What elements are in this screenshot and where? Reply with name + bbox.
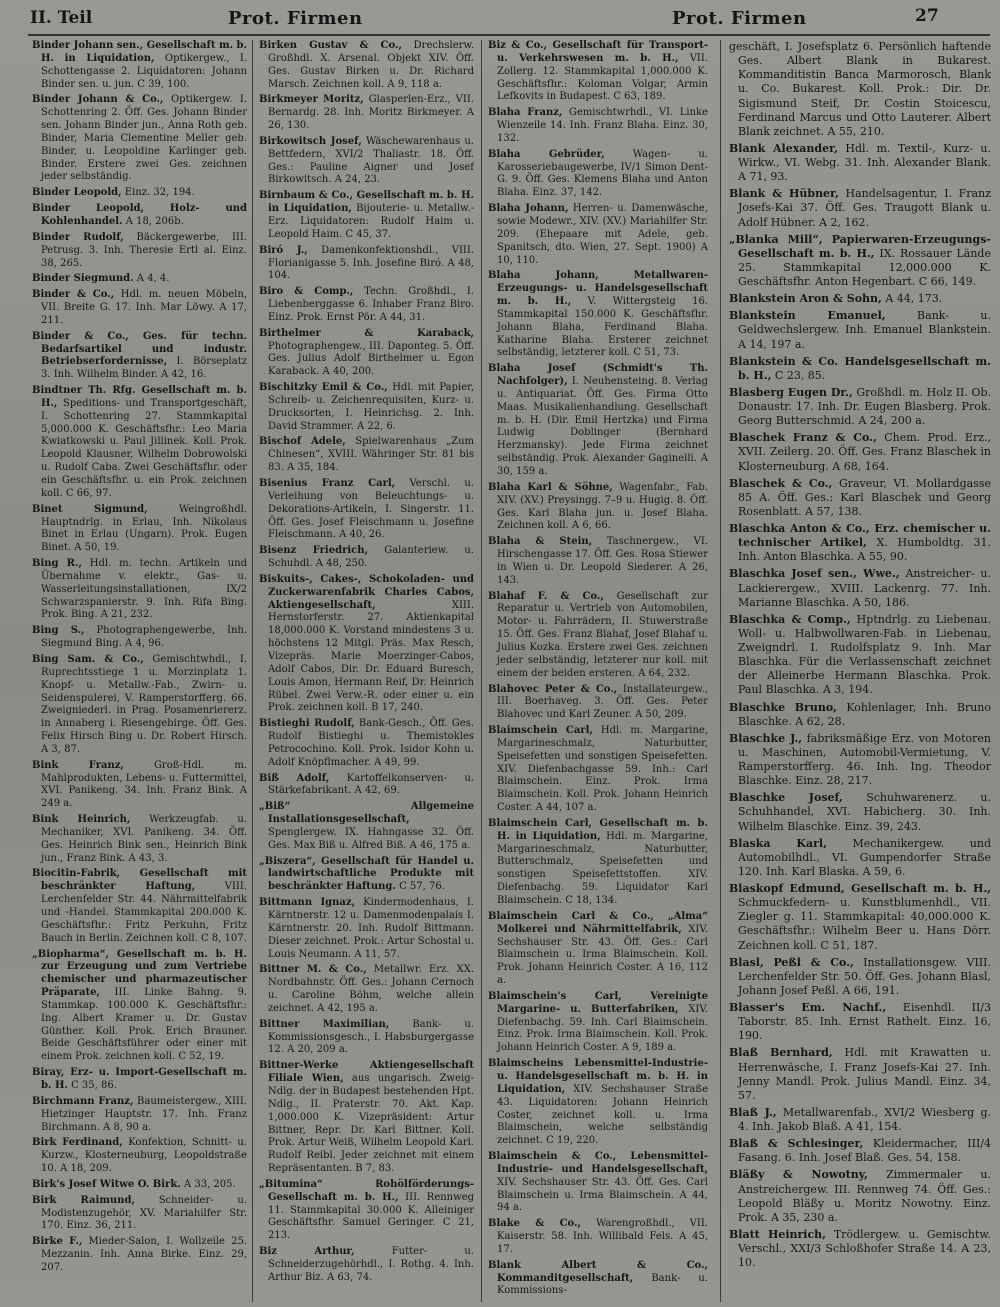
directory-entry bbox=[259, 1019, 474, 1058]
directory-entry bbox=[729, 292, 991, 306]
column-1 bbox=[32, 40, 247, 1300]
firm-details: Gemischtwhdl., I. Ruprechtsstiege 1 u. Morzinplatz 1. Knopf- u. Metallw.-Fab., Zwirn- u. Seidenspulerei, V. Ramperstorfferg. 66. Zweigniederl. in Prag. Posamenriererz. in Annaberg i. Riesengebirge. Öff. Ges. Felix Hirsch Bing u. Dr. Robert Hirsch. A 3, 87. bbox=[41, 653, 247, 755]
directory-entry bbox=[259, 328, 474, 379]
firm-name: Blank Albert & Co., Kommanditgesellschaft, bbox=[488, 1259, 708, 1284]
firm-name: Blaha Johann, Metallwaren-Erzeugungs- u. Handelsgesellschaft m. b. H., bbox=[488, 270, 708, 308]
directory-entry bbox=[259, 1246, 474, 1285]
firm-name: Birk's Josef Witwe O. Birk. bbox=[32, 1178, 181, 1190]
directory-entry bbox=[488, 40, 708, 104]
directory-entry bbox=[259, 964, 474, 1015]
firm-details: C 57, 76. bbox=[395, 881, 445, 893]
column-4 bbox=[729, 40, 991, 1300]
directory-entry bbox=[488, 149, 708, 200]
directory-entry bbox=[32, 868, 247, 945]
directory-entry bbox=[32, 1195, 247, 1234]
running-title-right: Prot. Firmen bbox=[672, 8, 807, 29]
firm-details: Bijouterie- u. Metallw.-Erz. Liquidatoren: Rudolf Haim u. Leopold Haim. C 45, 37. bbox=[268, 203, 474, 240]
firm-name: Blaß J., bbox=[729, 1105, 777, 1119]
firm-details: Metallwr. Erz. XX. Nordbahnstr. Öff. Ges.: Johann Cernoch u. Caroline Böhm, welche allein zeichnet. A 42, 195 a. bbox=[268, 964, 474, 1014]
firm-details: Schuhwarenerz. u. Schuhhandel, XVI. Habicherg. 30. Inh. Wilhelm Blaschke. Einz. 39, 243. bbox=[738, 791, 991, 833]
firm-details: Galanteriew. u. Schuhdl. A 48, 250. bbox=[268, 545, 474, 570]
firm-name: Blank Alexander, bbox=[729, 141, 838, 155]
directory-entry bbox=[488, 482, 708, 533]
directory-entry bbox=[488, 1058, 708, 1148]
firm-details: I. Börseplatz 3. Inh. Wilhelm Binder. A 42, 16. bbox=[41, 356, 247, 381]
firm-details: Baumeistergew., XIII. Hietzinger Hauptstr. 17. Inh. Franz Birchmann. A 8, 90 a. bbox=[41, 1095, 247, 1133]
directory-entry bbox=[729, 1168, 991, 1225]
firm-details: Bank-Gesch., Öff. Ges. Rudolf Bistieghi u. Themistokles Petrocochino. Koll. Prok. Isidor Kohn u. Adolf Knöpflmacher. A 49, 99. bbox=[268, 718, 474, 768]
firm-details: Wäschewarenhaus u. Bettfedern, XVI/2 Thaliastr. 18. Öff. Ges.: Pauline Aigner und Josef Birkowitsch. A 24, 23. bbox=[268, 135, 474, 186]
column-divider bbox=[252, 40, 253, 1302]
directory-entry bbox=[259, 94, 474, 133]
firm-details: Wagenfabr., Fab. XIV. (XV.) Preysingg. 7–9 u. Hugig. 8. Öff. Ges. Karl Blaha jun. u. Josef Blaha. Zeichnen koll. A 6, 66. bbox=[497, 481, 708, 532]
firm-details: A 4, 4. bbox=[133, 273, 170, 285]
firm-name: Blaschke J., bbox=[729, 731, 803, 745]
firm-name: Blank & Hübner, bbox=[729, 187, 839, 201]
directory-entry bbox=[729, 1228, 991, 1270]
firm-name: Blaska Karl, bbox=[729, 836, 827, 850]
firm-name: Biro & Comp., bbox=[259, 286, 354, 298]
directory-entry bbox=[488, 591, 708, 681]
firm-details: Kleidermacher, III/4 Fasang. 6. Inh. Josef Blaß. Ges. 54, 158. bbox=[738, 1137, 991, 1165]
directory-entry bbox=[32, 385, 247, 501]
directory-entry bbox=[488, 203, 708, 267]
directory-entry bbox=[488, 107, 708, 146]
firm-details: Bank- u. Kommissionsgesch., I. Habsburgergasse 12. A 20, 209 a. bbox=[268, 1018, 474, 1056]
firm-name: Bistieghi Rudolf, bbox=[259, 718, 355, 730]
firm-name: Blaschka Josef sen., Wwe., bbox=[729, 567, 900, 581]
firm-details: geschäft, I. Josefsplatz 6. Persönlich haftende Ges. Albert Blank in Bukarest. Kommanditistin Banca Marmorosch, Blank u. Co. Bukarest. Koll. Prok.: Dir. Dr. Sigismund Steif, Dr. Costin Stoicescu, Ferdinand Marcus und Otto Lauterer. Albert Blank zeichnet. A 55, 210. bbox=[729, 40, 991, 138]
firm-name: Binder & Co., Ges. für techn. Bedarfsartikel und industr. Betriebserfordernisse, bbox=[32, 330, 247, 368]
firm-details: Hptndrlg. zu Liebenau. Woll- u. Halbwollwaren-Fab. in Liebenau, Zweigndrl. I. Rudolfsplatz 9. Inh. Mar Blaschka. Für die Verlassenschaft zeichnet der Alleinerbe Hermann Blaschka. Prok. Paul Blaschka. A 3, 194. bbox=[738, 612, 991, 697]
directory-entry bbox=[32, 232, 247, 271]
firm-name: Blahaf F. & Co., bbox=[488, 590, 604, 602]
directory-entry bbox=[488, 1151, 708, 1215]
firm-details: XIII. Hernstorferstr. 27. Aktienkapital 18,000.000 K. Vorstand mindestens 3 u. höchstens 12 Mitgl. Präs. Max Resch, Vizepräs. Marie Moerzinger-Cabos, Adolf Cabos, Dir. Dr. Eduard Buresch, Louis Amon, Hermann Reif, Dr. Heinrich Rübel. Zwei Verw.-R. oder einer u. ein Prok. zeichnen koll. B 17, 240. bbox=[268, 599, 474, 714]
firm-details: III. Linke Bahng. 9. Stammkap. 100.000 K. Geschäftsfhr.: Ing. Albert Kramer u. Dr. Gustav Günther. Koll. Prok. Erich Brauner. Beide Geschäftsführer oder einer mit einem Prok. zeichnen koll. C 52, 19. bbox=[41, 987, 247, 1063]
directory-entry bbox=[32, 203, 247, 229]
firm-name: Blasl, Peßl & Co., bbox=[729, 955, 854, 969]
firm-name: Bittner Maximilian, bbox=[259, 1018, 390, 1030]
firm-details: fabriksmäßige Erz. von Motoren u. Maschinen, Automobil-Vermietung, V. Ramperstorfferg. 46. Inh. Ing. Theodor Blaschke. Einz. 28, 217. bbox=[738, 731, 991, 788]
firm-name: Bisenius Franz Carl, bbox=[259, 478, 396, 489]
firm-details: Warengroßhdl., VII. Kaiserstr. 58. Inh. Willibald Fels. A 45, 17. bbox=[497, 1218, 708, 1255]
firm-details: Photographengewerbe, Inh. Siegmund Bing. A 4, 96. bbox=[41, 625, 247, 650]
firm-name: Blaha Gebrüder, bbox=[488, 148, 605, 160]
directory-entry bbox=[32, 1179, 247, 1192]
firm-name: Bittner-Werke Aktiengesellschaft Filiale Wien, bbox=[259, 1060, 474, 1085]
firm-name: Binder Leopold, Holz- und Kohlenhandel. bbox=[32, 203, 247, 227]
firm-details: Speditions- und Transportgeschäft, I. Schottenring 27. Stammkapital 5,000.000 K. Geschäftsfhr.: Leo Maria Kwiatkowski u. Paul Jillinek. Koll. Prok. Leopold Klausner, Wilhelm Dobrowolski u. Rudolf Caba. Zwei Geschäftsfhr. oder ein Geschäftsfhr. u. ein Prok. zeichnen koll. C 66, 97. bbox=[41, 397, 247, 499]
firm-name: Binder Siegmund. bbox=[32, 273, 134, 285]
directory-entry bbox=[259, 245, 474, 284]
firm-details: Handelsagentur, I. Franz Josefs-Kai 37. Öff. Ges. Traugott Blank u. Adolf Hübner. A 2, 162. bbox=[738, 187, 991, 229]
directory-entry bbox=[488, 818, 708, 908]
firm-name: Blaha Franz, bbox=[488, 107, 563, 119]
directory-entry bbox=[729, 355, 991, 383]
firm-name: „Biszera“, Gesellschaft für Handel u. landwirtschaftliche Produkte mit beschränkter Haftung. bbox=[259, 855, 474, 893]
firm-details: Hdl. m. Textil-, Kurz- u. Wirkw., VI. Webg. 31. Inh. Alexander Blank. A 71, 93. bbox=[738, 141, 991, 184]
firm-details: Hdl. m. neuen Möbeln, VII. Breite G. 17. Inh. Mar Löwy. A 17, 211. bbox=[41, 289, 247, 326]
firm-details: Glasperlen-Erz., VII. Bernardg. 28. Inh. Moritz Birkmeyer. A 26, 130. bbox=[268, 94, 474, 132]
firm-name: Blahovec Peter & Co., bbox=[488, 683, 618, 695]
firm-details: Hdl. mit Krawatten u. Herrenwäsche, I. Franz Josefs-Kai 27. Inh. Jenny Mandl. Prok. Julius Mandl. Einz. 34, 57. bbox=[738, 1046, 991, 1102]
firm-name: Bing Sam. & Co., bbox=[32, 653, 144, 665]
directory-entry bbox=[488, 725, 708, 815]
directory-entry bbox=[259, 545, 474, 571]
directory-entry bbox=[259, 382, 474, 433]
firm-name: Blaß & Schlesinger, bbox=[729, 1137, 864, 1151]
page-number: 27 bbox=[915, 6, 939, 26]
firm-details: Kindermodenhaus, I. Kärntnerstr. 12 u. Damenmodenpalais I. Kärntnerstr. 20. Inh. Rudolf Bittmann. Dieser zeichnet. Prok.: Artur Schostal u. Louis Neumann. A 11, 57. bbox=[268, 897, 474, 960]
firm-name: „Biß“ Allgemeine Installationsgesellschaft, bbox=[259, 801, 474, 826]
firm-name: Blaschke Josef, bbox=[729, 791, 843, 805]
firm-name: Biskuits-, Cakes-, Schokoladen- und Zuckerwarenfabrik Charles Cabos, Aktiengesellschaft, bbox=[259, 573, 474, 611]
directory-entry bbox=[729, 732, 991, 789]
column-2 bbox=[259, 40, 474, 1300]
firm-name: Blaschke Bruno, bbox=[729, 700, 838, 714]
directory-entry bbox=[32, 187, 247, 200]
directory-entry bbox=[259, 718, 474, 769]
firm-details: Installateurgew., III. Boerhaveg. 3. Öff. Ges. Peter Blahovec und Karl Zeuner. A 50, 209. bbox=[497, 683, 708, 721]
header-rule bbox=[28, 34, 990, 36]
firm-details: Konfektion, Schnitt- u. Kurzw., Klosterneuburg, Leopoldstraße 10. A 18, 209. bbox=[41, 1137, 247, 1175]
directory-entry bbox=[729, 567, 991, 609]
directory-entry bbox=[729, 791, 991, 833]
firm-details: Optikergew. I. Schottenring 2. Öff. Ges. Johann Binder sen. Johann Binder jun., Anna Roth geb. Binder, Maria Clementine Meller geb. Binder, u. Leopoldine Karlinger geb. Binder. Erstere zwei Ges. zeichnen jeder selbständig. bbox=[41, 94, 247, 183]
firm-name: Birkmeyer Moritz, bbox=[259, 94, 364, 106]
directory-entry bbox=[259, 897, 474, 961]
firm-name: Binder Johann sen., Gesellschaft m. b. H. in Liquidation, bbox=[32, 40, 247, 64]
directory-entry bbox=[259, 1060, 474, 1176]
directory-entry bbox=[32, 289, 247, 328]
firm-details: C 23, 85. bbox=[771, 368, 826, 382]
directory-entry bbox=[729, 477, 991, 519]
directory-entry bbox=[488, 911, 708, 988]
directory-entry bbox=[259, 1179, 474, 1243]
firm-name: Biz & Co., Gesellschaft für Transport- u. Verkehrswesen m. b. H., bbox=[488, 40, 708, 64]
firm-name: Blaschka Anton & Co., Erz. chemischer u. technischer Artikel, bbox=[729, 522, 991, 550]
firm-name: Bink Heinrich, bbox=[32, 814, 131, 826]
firm-details: XIV. Sechshauser Str. 43. Öff. Ges.: Carl Blaimschein u. Irma Blaimschein. Koll. Prok. Johann Heinrich Coster. A 16, 112 a. bbox=[497, 923, 708, 987]
firm-details: Bäckergewerbe, III. Petrusg. 3. Inh. Theresie Ertl al. Einz. 38, 265. bbox=[41, 231, 247, 269]
directory-entry bbox=[729, 40, 991, 139]
firm-details: Groß-Hdl. m. Mahlprodukten, Lebens- u. Futtermittel, XVI. Panikeng. 34. Inh. Franz Bink. A 249 a. bbox=[41, 759, 247, 810]
firm-name: Blaschek & Co., bbox=[729, 476, 833, 490]
firm-details: Gesellschaft zur Reparatur u. Vertrieb von Automobilen, Motor- u. Fahrrädern, II. Stuwerstraße 15. Öff. Ges. Franz Blahaf, Josef Blahaf u. Julius Kozka. Erstere zwei Ges. zeichnen jeder selbständig, letzterer nur koll. mit einem der beiden ersteren. A 64, 232. bbox=[497, 590, 708, 679]
firm-name: Blasser's Em. Nachf., bbox=[729, 1001, 887, 1014]
firm-name: Bing S., bbox=[32, 625, 85, 637]
firm-name: Biray, Erz- u. Import-Gesellschaft m. b. H. bbox=[32, 1067, 247, 1091]
firm-name: Blaimschein Carl, Gesellschaft m. b. H. in Liquidation, bbox=[488, 817, 708, 842]
directory-entry bbox=[729, 1106, 991, 1134]
firm-name: Binder Johann & Co., bbox=[32, 94, 164, 106]
firm-name: Blaha Johann, bbox=[488, 203, 569, 215]
directory-entry bbox=[488, 684, 708, 723]
directory-entry bbox=[259, 478, 474, 542]
firm-details: Hdl. m. techn. Artikeln und Übernahme v. elektr., Gas- u. Wasserleitungsinstallationen, IX/2 Schwarzspanierstr. 9. Inh. Rifa Bing. Prok. Bing. A 21, 232. bbox=[41, 558, 247, 621]
running-title-left: Prot. Firmen bbox=[228, 8, 363, 29]
firm-name: Blaha Karl & Söhne, bbox=[488, 481, 613, 493]
firm-name: Birken Gustav & Co., bbox=[259, 40, 402, 51]
firm-details: Werkzeugfab. u. Mechaniker, XVI. Panikeng. 34. Öff. Ges. Heinrich Bink sen., Heinrich Bink jun., Franz Bink. A 43, 3. bbox=[41, 814, 247, 864]
firm-details: Mechanikergew. und Automobilhdl., VI. Gumpendorfer Straße 120. Inh. Karl Blaska. A 59, 6. bbox=[738, 836, 991, 878]
firm-details: VII. Zollerg. 12. Stammkapital 1,000.000 K. Geschäftsfhr.: Koloman Volgar, Armin Lefkovits in Budapest. C 63, 189. bbox=[497, 52, 708, 103]
firm-name: Blaha Josef (Schmidt's Th. Nachfolger), bbox=[488, 363, 708, 388]
firm-name: Birnbaum & Co., Gesellschaft m. b. H. in Liquidation, bbox=[259, 190, 474, 215]
firm-details: VIII. Lerchenfelder Str. 44. Nährmittelfabrik und -Handel. Stammkapital 200.000 K. Geschäftsfhr.: Fritz Perkuhn, Fritz Bauch in Berlin. Zeichnen koll. C 8, 107. bbox=[41, 881, 247, 944]
firm-name: Biró J., bbox=[259, 244, 308, 256]
column-3 bbox=[488, 40, 708, 1300]
firm-details: Bank- u. Geldwechslergew. Inh. Emanuel Blankstein. A 14, 197 a. bbox=[738, 309, 991, 351]
directory-entry bbox=[729, 956, 991, 998]
firm-details: Weingroßhdl. Hauptndrlg. in Erlau, Inh. Nikolaus Binet in Erlau (Ungarn). Prok. Eugen Binet. A 50, 19. bbox=[41, 503, 247, 554]
firm-name: Binet Sigmund, bbox=[32, 503, 148, 515]
directory-entry bbox=[32, 1236, 247, 1275]
firm-name: Blaß Bernhard, bbox=[729, 1046, 833, 1060]
firm-details: XIV. Sechshauser Str. 43. Öff. Ges. Carl Blaimschein u. Irma Blaimschein. A 44, 94 a. bbox=[497, 1176, 708, 1214]
firm-name: Birke F., bbox=[32, 1236, 83, 1248]
firm-details: Hdl. m. Margarine, Margarineschmalz, Naturbutter, Speisefetten und sonstigen Speisefetten. XIV. Diefenbachgasse 59. Inh.: Carl Blaimschein. Einz. Prok. Irma Blaimschein. Koll. Prok. Johann Heinrich Coster. A 44, 107 a. bbox=[497, 725, 708, 814]
firm-name: Bing R., bbox=[32, 558, 82, 570]
firm-name: Blaimschein & Co., Lebensmittel-Industrie- und Handelsgesellschaft, bbox=[488, 1151, 708, 1175]
directory-entry bbox=[259, 40, 474, 91]
firm-name: Biz Arthur, bbox=[259, 1246, 355, 1258]
directory-entry bbox=[32, 625, 247, 651]
directory-entry bbox=[32, 504, 247, 555]
firm-details: aus ungarisch. Zweig-Ndlg. der in Budapest bestehenden Hpt. Ndlg., II. Praterstr. 70. Akt. Kap. 1,000.000 K. Vizepräsident: Artur Bittner, Repr. Dr. Karl Bittner. Koll. Prok. Artur Weiß, Wilhelm Leopold Karl. Rudolf Reibl. Jeder zeichnet mit einem Repräsentanten. B 7, 83. bbox=[268, 1073, 474, 1175]
directory-entry bbox=[32, 760, 247, 811]
firm-details: Damenkonfektionshdl., VIII. Florianigasse 5. Inh. Josefine Biró. A 48, 104. bbox=[268, 244, 474, 282]
firm-name: Birk Raimund, bbox=[32, 1194, 135, 1206]
firm-details: Spielwarenhaus „Zum Chinesen“, XVIII. Währinger Str. 81 bis 83. A 35, 184. bbox=[268, 436, 474, 474]
directory-entry bbox=[32, 1096, 247, 1135]
directory-entry bbox=[259, 436, 474, 475]
firm-details: Hdl. m. Margarine, Margarineschmalz, Naturbutter, Butterschmalz, Speisefetten und sonstigen Speisefettstoffen. XIV. Diefenbachg. 59. Liquidator Karl Blaimschein. C 18, 134. bbox=[497, 830, 708, 906]
firm-name: Bisenz Friedrich, bbox=[259, 545, 368, 557]
firm-details: Verschl. u. Verleihung von Beleuchtungs- u. Dekorations-Artikeln, I. Singerstr. 11. Öff. Ges. Josef Fleischmann u. Josefine Fleischmann. A 40, 26. bbox=[268, 478, 474, 541]
directory-entry bbox=[32, 40, 247, 91]
directory-entry bbox=[729, 522, 991, 564]
directory-entry bbox=[32, 94, 247, 184]
firm-name: „Bitumina“ Rohölförderungs-Gesellschaft m. b. H., bbox=[259, 1178, 474, 1203]
firm-name: Blaimschein Carl & Co., „Alma“ Molkerei und Nährmittelfabrik, bbox=[488, 910, 708, 935]
firm-details: Anstreicher- u. Lackierergew., XVIII. Lackenrg. 77. Inh. Marianne Blaschka. A 50, 186. bbox=[738, 567, 991, 609]
directory-entry bbox=[488, 536, 708, 587]
firm-details: XIV. Diefenbachg. 59. Inh. Carl Blaimschein. Einz. Prok. Irma Blaimschein. Koll. Prok. Johann Heinrich Coster. A 9, 189 a. bbox=[497, 1003, 708, 1054]
firm-details: Schmuckfedern- u. Kunstblumenhdl., VII. Ziegler g. 11. Stammkapital: 40,000.000 K. Geschäftsfhr.: Wilhelm Beer u. Hans Dörr. Zeichnen koll. C 51, 187. bbox=[738, 896, 991, 952]
firm-name: Bischof Adele, bbox=[259, 436, 346, 448]
directory-entry bbox=[32, 331, 247, 382]
firm-details: Einz. 32, 194. bbox=[121, 187, 195, 199]
firm-name: Bink Franz, bbox=[32, 759, 124, 771]
directory-entry bbox=[32, 814, 247, 865]
directory-entry bbox=[729, 187, 991, 229]
firm-details: Kohlenlager, Inh. Bruno Blaschke. A 62, 28. bbox=[738, 700, 991, 728]
directory-entry bbox=[729, 1001, 991, 1043]
directory-entry bbox=[488, 1218, 708, 1257]
directory-entry bbox=[259, 136, 474, 187]
firm-name: Biß Adolf, bbox=[259, 772, 330, 784]
directory-entry bbox=[729, 1137, 991, 1165]
column-divider bbox=[720, 40, 721, 1302]
directory-entry bbox=[259, 856, 474, 895]
firm-details: C 35, 86. bbox=[67, 1079, 117, 1091]
directory-entry bbox=[32, 949, 247, 1065]
firm-name: Bittner M. & Co., bbox=[259, 964, 367, 976]
directory-entry bbox=[729, 837, 991, 879]
firm-details: Kartoffelkonserven- u. Stärkefabrikant. A 42, 69. bbox=[268, 772, 474, 797]
firm-details: Spenglergew. IX. Hahngasse 32. Öff. Ges. Max Biß u. Alfred Biß. A 46, 175 a. bbox=[268, 826, 474, 851]
directory-entry bbox=[729, 233, 991, 290]
firm-name: Blaschek Franz & Co., bbox=[729, 431, 877, 445]
directory-entry bbox=[259, 286, 474, 325]
firm-name: Biocitin-Fabrik, Gesellschaft mit beschränkter Haftung, bbox=[32, 868, 247, 893]
firm-details: V. Wittergsteig 16. Stammkapital 150.000 K. Geschäftsfhr. Johann Blaha, Ferdinand Blaha. Katharine Blaha. Ersterer zeichnet selbständig, letzterer koll. C 51, 73. bbox=[497, 296, 708, 359]
directory-entry bbox=[259, 773, 474, 799]
firm-name: Binder & Co., bbox=[32, 289, 115, 301]
firm-details: Chem. Prod. Erz., XVII. Zeilerg. 20. Öff. Ges. Franz Blaschek in Klosterneuburg. A 68, 164. bbox=[738, 431, 991, 473]
directory-entry bbox=[259, 801, 474, 852]
firm-details: Wagen- u. Karosseriebaugewerbe, IV/1 Simon Dent-G. 9. Öff. Ges. Klemens Blaha und Anton Blaha. Einz. 37, 142. bbox=[497, 148, 708, 199]
firm-name: Blankstein Aron & Sohn, bbox=[729, 292, 882, 306]
firm-details: Trödlergew. u. Gemischtw. Verschl., XXI/3 Schloßhofer Straße 14. A 23, 10. bbox=[738, 1227, 991, 1270]
directory-entry bbox=[32, 1137, 247, 1176]
directory-entry bbox=[729, 613, 991, 698]
part-label: II. Teil bbox=[30, 8, 93, 28]
directory-entry bbox=[488, 363, 708, 479]
page-header bbox=[0, 0, 1000, 34]
firm-details: Taschnergew., VI. Hirschengasse 17. Öff. Ges. Rosa Stiewer in Wien u. Dr. Leopold Siederer. A 26, 143. bbox=[497, 536, 708, 586]
directory-entry bbox=[32, 1067, 247, 1093]
firm-details: X. Humboldtg. 31. Inh. Anton Blaschka. A 55, 90. bbox=[738, 536, 991, 564]
firm-details: A 44, 173. bbox=[881, 292, 943, 306]
firm-name: „Blanka Mill“, Papierwaren-Erzeugungs-Gesellschaft m. b. H., bbox=[729, 232, 991, 260]
firm-details: Photographengew., III. Daponteg. 5. Öff. Ges. Julius Adolf Birthelmer u. Egon Karaback. A 40, 200. bbox=[268, 340, 474, 378]
directory-entry bbox=[729, 701, 991, 729]
directory-entry bbox=[729, 142, 991, 184]
firm-name: Bläßy & Nowotny, bbox=[729, 1168, 868, 1182]
firm-name: Blaskopf Edmund, Gesellschaft m. b. H., bbox=[729, 882, 991, 895]
firm-name: Blaha & Stein, bbox=[488, 536, 593, 548]
firm-name: „Biopharma“, Gesellschaft m. b. H. zur Erzeugung und zum Vertriebe chemischer und pharmazeutischer Präparate, bbox=[32, 948, 247, 999]
directory-entry bbox=[488, 270, 708, 360]
firm-details: Techn. Großhdl., I. Liebenberggasse 6. Inhaber Franz Biro. Einz. Prok. Ernst Pör. A 44, 31. bbox=[268, 286, 474, 323]
firm-name: Blatt Heinrich, bbox=[729, 1227, 827, 1241]
directory-entry bbox=[729, 386, 991, 428]
firm-details: Installationsgew. VIII. Lerchenfelder Str. 50. Öff. Ges. Johann Blasl, Johann Josef Peßl. A 66, 191. bbox=[738, 955, 991, 997]
directory-entry bbox=[729, 882, 991, 953]
firm-details: XIV. Sechshauser Straße 43. Liquidatoren: Johann Heinrich Coster, zeichnet koll. u. Irma Blaimschein, welche selbständig zeichnet. C 19, 220. bbox=[497, 1083, 708, 1147]
firm-details: Schneider- u. Modistenzugehör, XV. Mariahilfer Str. 170. Einz. 36, 211. bbox=[41, 1194, 247, 1232]
firm-details: I. Neuhensteing. 8. Verlag u. Antiquariat. Öff. Ges. Firma Otto Maas. Musikalienhandlung. Gesellschaft m. b. H. (Dir. Emil Hertzka) und Firma Ludwig Doblinger (Bernhard Herzmansky). Jede Firma zeichnet selbständig. Prok. Alexander Gaginelli. A 30, 159 a. bbox=[497, 376, 708, 477]
firm-details: A 18, 206b. bbox=[122, 215, 184, 227]
firm-name: Blasberg Eugen Dr., bbox=[729, 385, 853, 399]
firm-details: Eisenhdl. II/3 Taborstr. 85. Inh. Ernst Rathelt. Einz. 16, 190. bbox=[738, 1001, 991, 1043]
firm-name: Blaimscheins Lebensmittel-Industrie- u. Handelsgesellschaft m. b. H. in Liquidation, bbox=[488, 1058, 708, 1095]
firm-name: Birthelmer & Karaback, bbox=[259, 327, 474, 339]
directory-entry bbox=[488, 1260, 708, 1299]
firm-details: Großhdl. m. Holz II. Ob. Donaustr. 17. Inh. Dr. Eugen Blasberg. Prok. Georg Butterschmid. A 24, 200 a. bbox=[738, 385, 991, 428]
directory-entry bbox=[32, 273, 247, 286]
directory-entry bbox=[729, 1046, 991, 1103]
firm-details: Mieder-Salon, I. Wollzeile 25. Mezzanin. Inh. Anna Birke. Einz. 29, 207. bbox=[41, 1236, 247, 1273]
firm-name: Binder Rudolf, bbox=[32, 231, 124, 243]
firm-name: Binder Leopold, bbox=[32, 187, 122, 199]
directory-entry bbox=[729, 309, 991, 351]
firm-name: Blaimschein Carl, bbox=[488, 725, 593, 737]
firm-name: Bittmann Ignaz, bbox=[259, 897, 356, 909]
firm-name: Blankstein Emanuel, bbox=[729, 309, 886, 323]
firm-name: Bischitzky Emil & Co., bbox=[259, 382, 388, 394]
firm-details: Futter- u. Schneiderzugehörhdl., I. Rothg. 4. Inh. Arthur Biz. A 63, 74. bbox=[268, 1246, 474, 1283]
firm-details: A 33, 205. bbox=[180, 1178, 236, 1190]
directory-entry bbox=[259, 574, 474, 715]
firm-name: Birkowitsch Josef, bbox=[259, 135, 362, 147]
firm-name: Birchmann Franz, bbox=[32, 1095, 134, 1107]
firm-details: Optikergew., I. Schottengasse 2. Liquidatoren: Johann Binder sen. u. jun. C 39, 100. bbox=[41, 52, 247, 90]
directory-entry bbox=[32, 654, 247, 757]
firm-details: Gemischtwrhdl., VI. Linke Wienzeile 14. Inh. Franz Blaha. Einz. 30, 132. bbox=[497, 107, 708, 144]
firm-details: Graveur, VI. Mollardgasse 85 A. Öff. Ges.: Karl Blaschek und Georg Rosenblatt. A 57, 138. bbox=[738, 476, 991, 518]
firm-name: Bindtner Th. Rfg. Gesellschaft m. b. H., bbox=[32, 385, 247, 409]
firm-details: IX. Rossauer Lände 25. Stammkapital 12,000.000 K. Geschäftsfhr. Anton Hegenbart. C 66, 149. bbox=[738, 246, 991, 288]
firm-details: Hdl. mit Papier, Schreib- u. Zeichenrequisiten, Kurz- u. Drucksorten, I. Heinrichsg. 2. Inh. David Strammer. A 22, 6. bbox=[268, 382, 474, 432]
firm-name: Blaimschein's Carl, Vereinigte Margarine- u. Butterfabriken, bbox=[488, 990, 708, 1015]
firm-details: Bank- u. Kommissions- bbox=[497, 1272, 708, 1297]
firm-details: III. Rennweg 11. Stammkapital 30.000 K. Alleiniger Geschäftsfhr. Samuel Geringer. C 21, 213. bbox=[268, 1191, 474, 1242]
firm-name: Blake & Co., bbox=[488, 1218, 581, 1230]
firm-name: Blaschka & Comp., bbox=[729, 612, 851, 626]
firm-details: Zimmermaler u. Anstreichergew. III. Rennweg 74. Öff. Ges.: Leopold Bläßy u. Moritz Nowotny. Einz. Prok. A 35, 230 a. bbox=[738, 1168, 991, 1224]
column-divider bbox=[481, 40, 482, 1302]
firm-details: Metallwarenfab., XVI/2 Wiesberg g. 4. Inh. Jakob Blaß. A 41, 154. bbox=[738, 1105, 991, 1133]
firm-details: Drechslerw. Großhdl. X. Arsenal. Objekt XIV. Öff. Ges. Gustav Birken u. Dr. Richard Marsch. Zeichnen koll. A 9, 118 a. bbox=[268, 40, 474, 90]
firm-details: Herren- u. Damenwäsche, sowie Modewr., XIV. (XV.) Mariahilfer Str. 209. (Ehepaare mit Adele, geb. Spanitsch, dto. Wien, 27. Sept. 1900) A 10, 110. bbox=[497, 203, 708, 266]
directory-entry bbox=[488, 991, 708, 1055]
firm-name: Birk Ferdinand, bbox=[32, 1137, 123, 1149]
directory-entry bbox=[729, 431, 991, 473]
directory-entry bbox=[259, 190, 474, 241]
firm-name: Blankstein & Co. Handelsgesellschaft m. b. H., bbox=[729, 354, 991, 382]
directory-entry bbox=[32, 558, 247, 622]
